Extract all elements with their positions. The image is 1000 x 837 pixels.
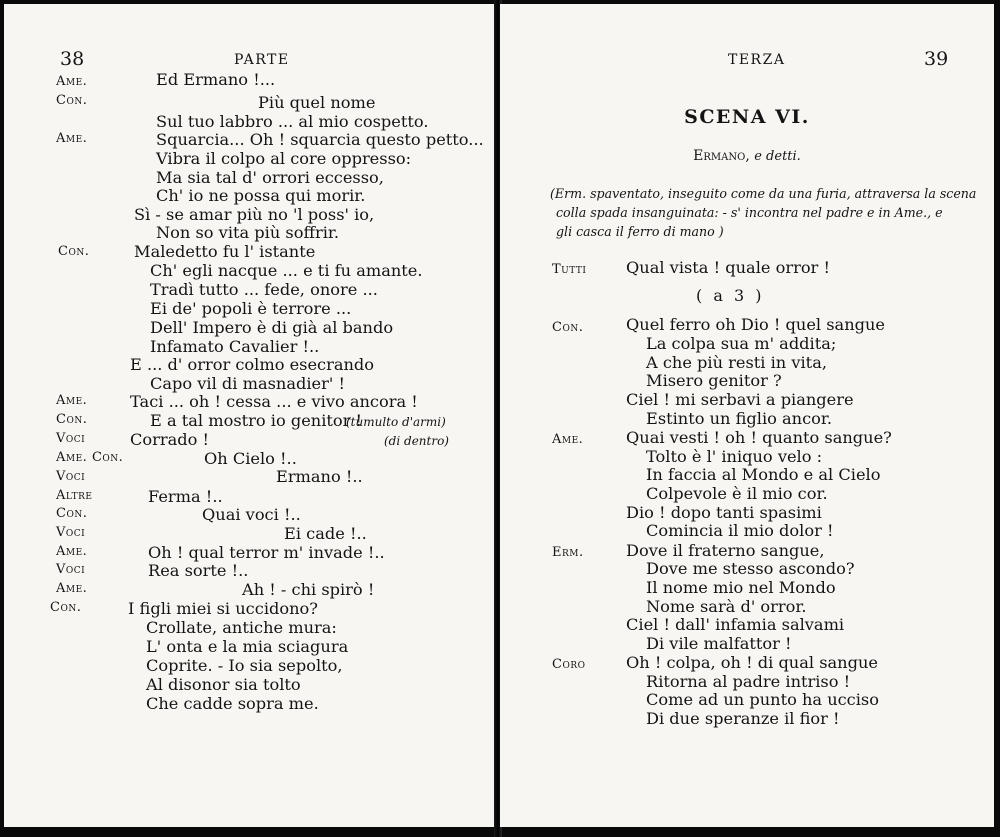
verse-line: Nome sarà d' orror.: [646, 597, 807, 616]
verse-line: Dell' Impero è di già al bando: [150, 318, 394, 337]
verse-line: Coprite. - Io sia sepolto,: [146, 656, 343, 675]
verse-line: Ferma !..: [148, 487, 223, 506]
scene-characters: Ermano, e detti.: [693, 148, 801, 164]
speaker-label: Con.: [58, 244, 90, 259]
speaker-label: Coro: [552, 657, 586, 672]
stage-direction: (di dentro): [384, 434, 449, 448]
speaker-label: Ame.: [56, 74, 88, 89]
verse-line: Al disonor sia tolto: [146, 675, 301, 694]
verse-line: Sul tuo labbro ... al mio cospetto.: [156, 112, 429, 131]
verse-line: Tolto è l' iniquo velo :: [646, 447, 823, 466]
speaker-label: Voci: [56, 562, 86, 577]
speaker-label: Ame. Con.: [56, 450, 124, 465]
verse-line: Ritorna al padre intriso !: [646, 672, 851, 691]
scene-title: SCENA VI.: [684, 106, 810, 128]
verse-line: Qual vista ! quale orror !: [626, 258, 830, 277]
verse-line: Ermano !..: [276, 467, 363, 486]
speaker-label: Tutti: [552, 262, 587, 277]
verse-line: Taci ... oh ! cessa ... e vivo ancora !: [130, 392, 418, 411]
verse-line: Ed Ermano !...: [156, 70, 276, 89]
verse-line: Ch' io ne possa qui morir.: [156, 186, 366, 205]
left-page: [4, 4, 496, 827]
verse-line: Capo vil di masnadier' !: [150, 374, 345, 393]
verse-line: Come ad un punto ha ucciso: [646, 690, 879, 709]
verse-line: Ch' egli nacque ... e ti fu amante.: [150, 261, 423, 280]
speaker-label: Ame.: [552, 432, 584, 447]
verse-line: In faccia al Mondo e al Cielo: [646, 465, 881, 484]
verse-line: Corrado !: [130, 430, 210, 449]
verse-line: Di due speranze il fior !: [646, 709, 840, 728]
verse-line: E ... d' orror colmo esecrando: [130, 355, 375, 374]
character-name: Ermano: [693, 148, 746, 164]
verse-line: L' onta e la mia sciagura: [146, 637, 349, 656]
speaker-label: Ame.: [56, 544, 88, 559]
speaker-label: Altre: [56, 488, 93, 503]
speaker-label: Ame.: [56, 131, 88, 146]
verse-line: Misero genitor ?: [646, 371, 782, 390]
verse-line: Squarcia... Oh ! squarcia questo petto...: [156, 130, 484, 149]
speaker-label: Voci: [56, 525, 86, 540]
characters-suffix: e detti.: [754, 149, 801, 164]
right-page: [500, 4, 994, 827]
verse-line: Che cadde sopra me.: [146, 694, 319, 713]
stage-direction: (tumulto d'armi): [346, 415, 446, 429]
verse-line: Il nome mio nel Mondo: [646, 578, 836, 597]
verse-line: Sì - se amar più no 'l poss' io,: [134, 205, 375, 224]
speaker-label: Con.: [50, 600, 82, 615]
verse-line: Oh ! qual terror m' invade !..: [148, 543, 385, 562]
verse-line: Vibra il colpo al core oppresso:: [156, 149, 412, 168]
verse-line: Dove il fraterno sangue,: [626, 541, 825, 560]
speaker-label: Con.: [552, 320, 584, 335]
a3-marking: ( a 3 ): [696, 286, 765, 305]
verse-line: Rea sorte !..: [148, 561, 249, 580]
verse-line: Non so vita più soffrir.: [156, 223, 339, 242]
verse-line: Ah ! - chi spirò !: [242, 580, 375, 599]
verse-line: Tradì tutto ... fede, onore ...: [150, 280, 378, 299]
speaker-label: Erm.: [552, 545, 584, 560]
verse-line: Ma sia tal d' orrori eccesso,: [156, 168, 384, 187]
verse-line: Maledetto fu l' istante: [134, 242, 316, 261]
stage-direction-line: (Erm. spaventato, inseguito come da una furia, attraversa la scena: [550, 186, 977, 201]
verse-line: Oh Cielo !..: [204, 449, 297, 468]
verse-line: Infamato Cavalier !..: [150, 337, 320, 356]
verse-line: Quai vesti ! oh ! quanto sangue?: [626, 428, 892, 447]
speaker-label: Voci: [56, 431, 86, 446]
page-number: 39: [924, 48, 949, 70]
verse-line: Colpevole è il mio cor.: [646, 484, 828, 503]
verse-line: E a tal mostro io genitor !: [150, 411, 363, 430]
verse-line: La colpa sua m' addita;: [646, 334, 837, 353]
verse-line: Dove me stesso ascondo?: [646, 559, 855, 578]
verse-line: Ciel ! dall' infamia salvami: [626, 615, 845, 634]
verse-line: Ei cade !..: [284, 524, 367, 543]
verse-line: Oh ! colpa, oh ! di qual sangue: [626, 653, 878, 672]
speaker-label: Voci: [56, 469, 86, 484]
verse-line: A che più resti in vita,: [646, 353, 827, 372]
stage-direction-line: colla spada insanguinata: - s' incontra nel padre e in Ame., e: [556, 205, 943, 220]
verse-line: Di vile malfattor !: [646, 634, 792, 653]
verse-line: I figli miei si uccidono?: [128, 599, 318, 618]
speaker-label: Con.: [56, 506, 88, 521]
verse-line: Comincia il mio dolor !: [646, 521, 834, 540]
verse-line: Crollate, antiche mura:: [146, 618, 337, 637]
verse-line: Dio ! dopo tanti spasimi: [626, 503, 822, 522]
stage-direction-line: gli casca il ferro di mano ): [556, 224, 724, 239]
running-header: TERZA: [728, 52, 786, 68]
speaker-label: Ame.: [56, 581, 88, 596]
verse-line: Ciel ! mi serbavi a piangere: [626, 390, 854, 409]
speaker-label: Ame.: [56, 393, 88, 408]
running-header: PARTE: [234, 52, 290, 68]
verse-line: Quai voci !..: [202, 505, 301, 524]
speaker-label: Con.: [56, 412, 88, 427]
verse-line: Quel ferro oh Dio ! quel sangue: [626, 315, 885, 334]
verse-line: Più quel nome: [258, 93, 376, 112]
speaker-label: Con.: [56, 93, 88, 108]
verse-line: Ei de' popoli è terrore ...: [150, 299, 352, 318]
verse-line: Estinto un figlio ancor.: [646, 409, 833, 428]
page-number: 38: [60, 48, 85, 70]
